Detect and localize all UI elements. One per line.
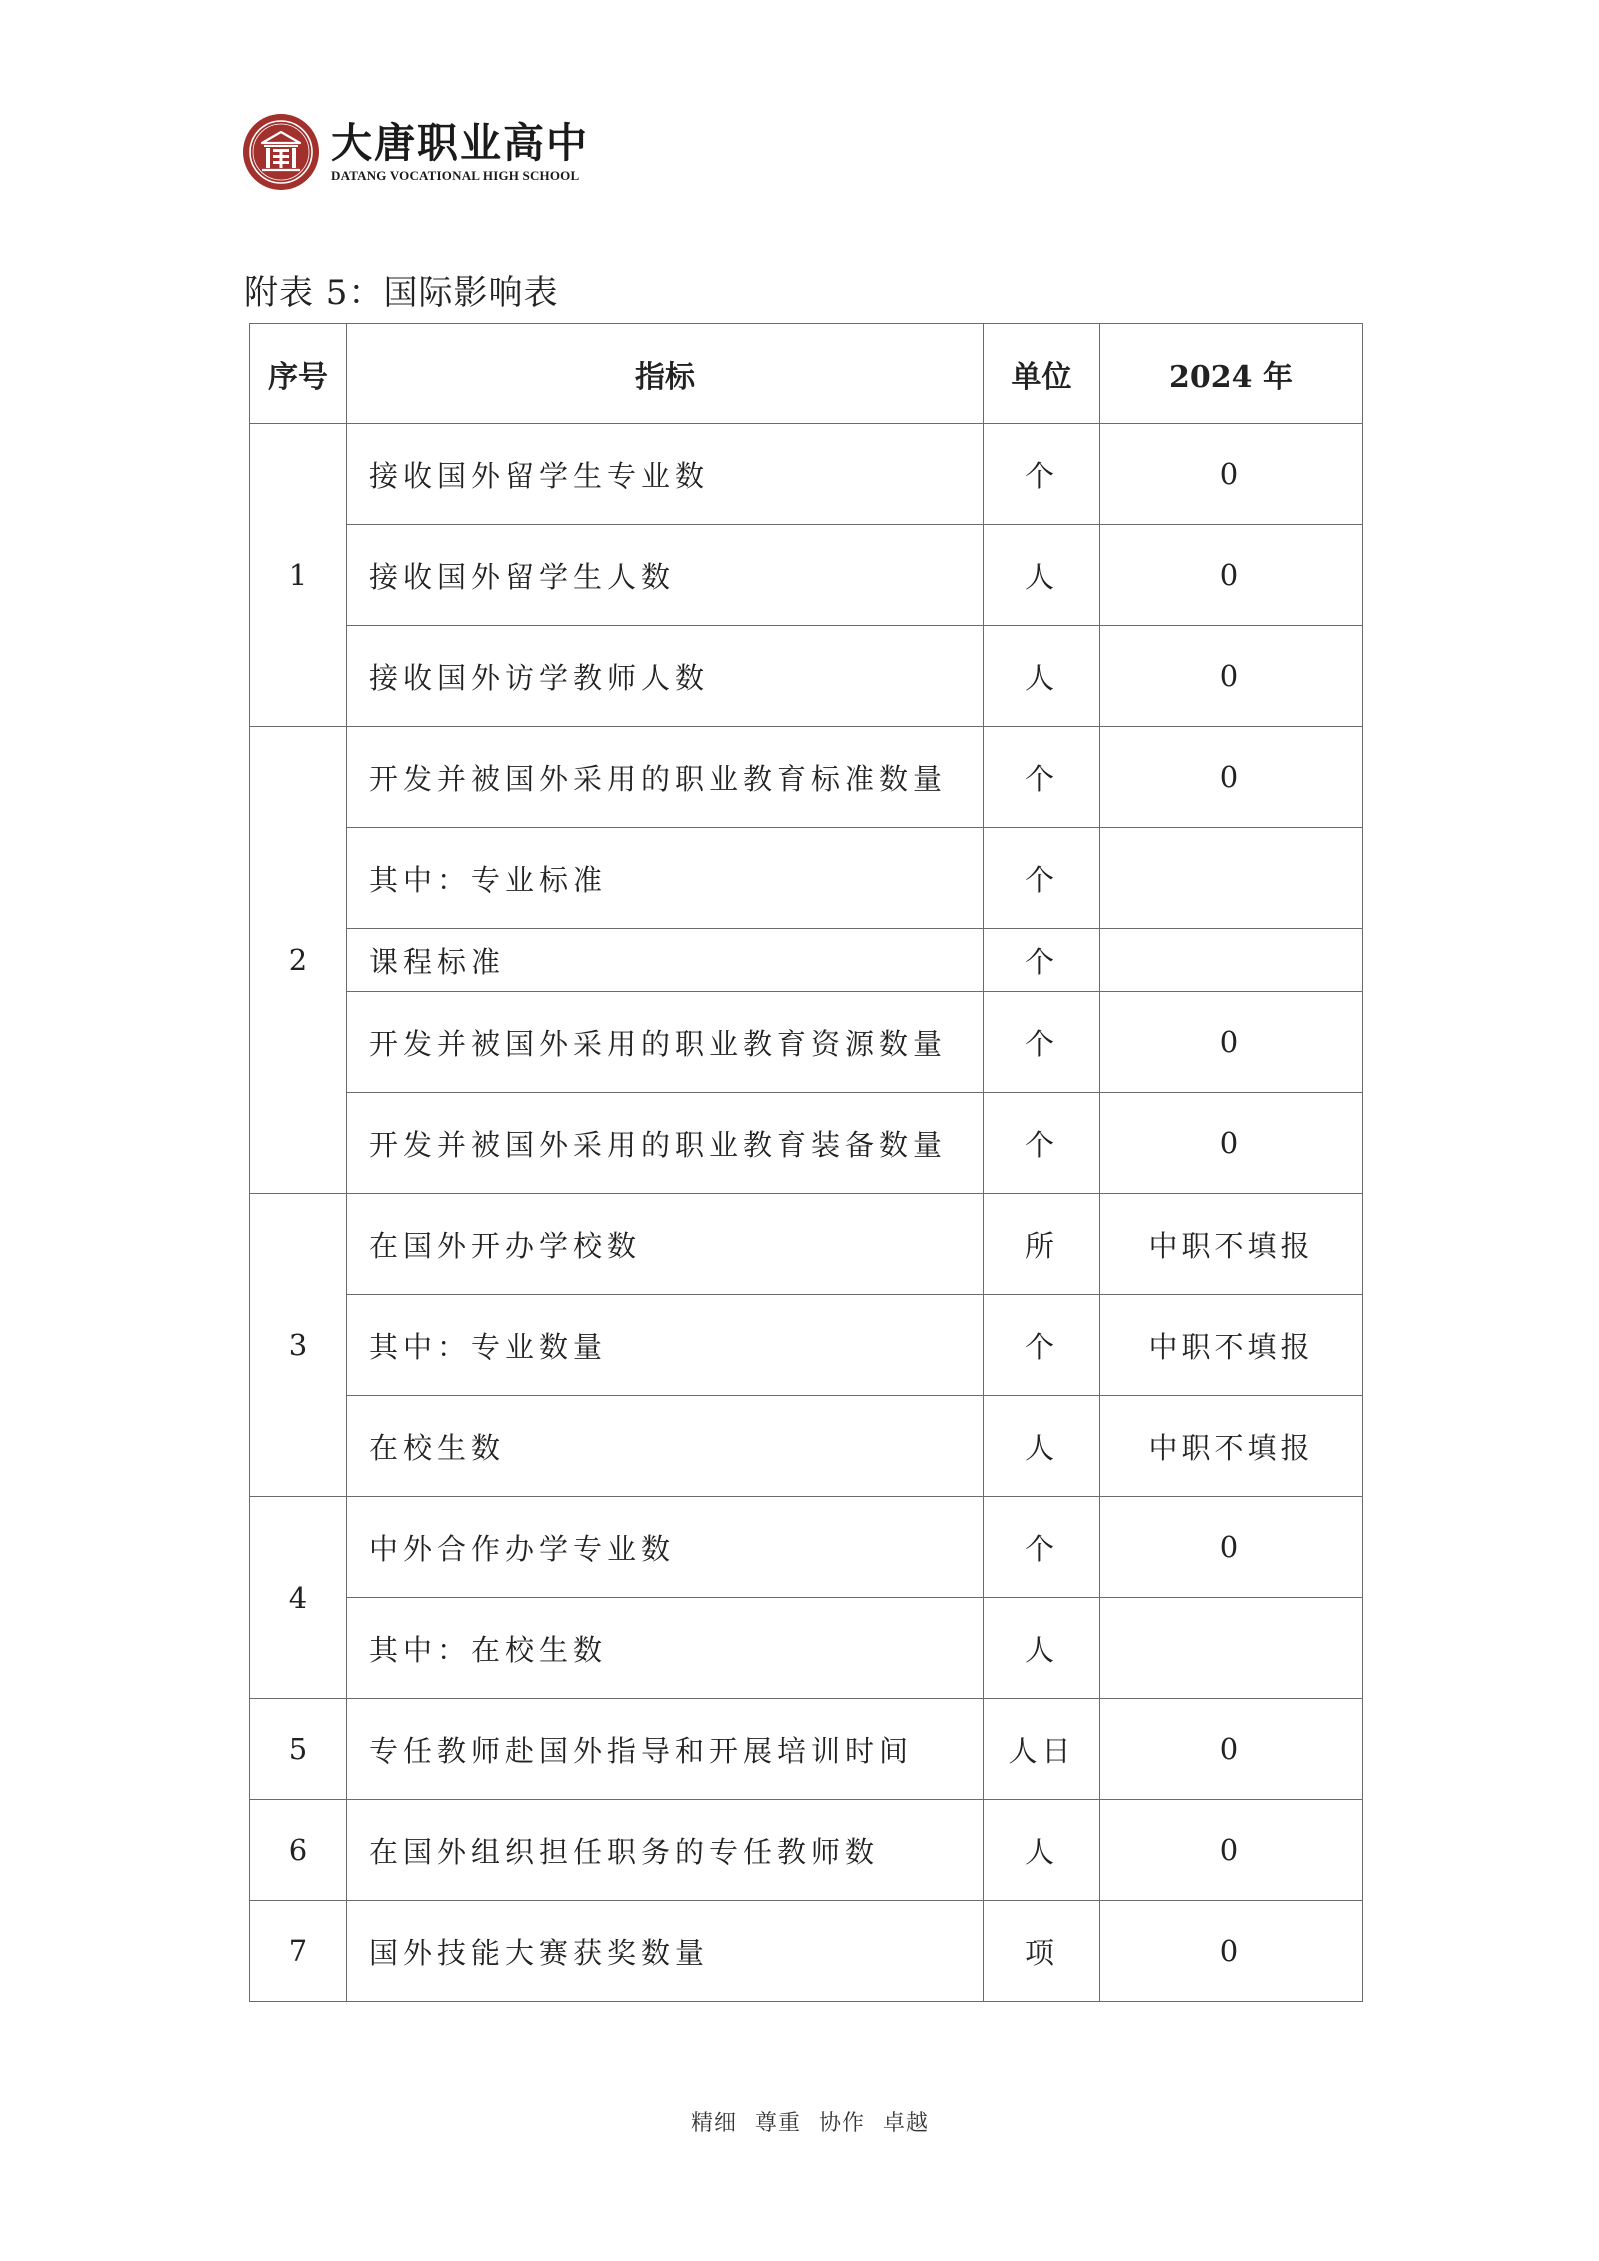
table-row — [250, 1295, 1363, 1396]
value-cell: 0 — [1100, 1093, 1363, 1194]
table-row — [250, 1194, 1363, 1295]
table-row — [250, 626, 1363, 727]
table-row — [250, 1598, 1363, 1699]
table-title: 附表 5：国际影响表 — [244, 273, 559, 313]
unit-cell: 个 — [984, 929, 1100, 992]
international-influence-table — [249, 323, 1363, 2002]
table-row — [250, 1093, 1363, 1194]
school-name-cn: 大唐职业高中 — [331, 119, 589, 167]
indicator-cell: 接收国外留学生人数 — [347, 525, 984, 626]
table-row — [250, 727, 1363, 828]
indicator-cell: 在校生数 — [347, 1396, 984, 1497]
value-cell-empty — [1100, 1598, 1363, 1699]
table-row — [250, 1396, 1363, 1497]
value-cell: 0 — [1100, 525, 1363, 626]
indicator-cell: 其中：专业标准 — [347, 828, 984, 929]
value-cell: 中职不填报 — [1100, 1194, 1363, 1295]
header-indicator: 指标 — [347, 324, 984, 424]
table-row — [250, 828, 1363, 929]
indicator-cell: 其中：专业数量 — [347, 1295, 984, 1396]
footer-motto: 精细 尊重 协作 卓越 — [691, 2111, 929, 2136]
value-cell: 中职不填报 — [1100, 1295, 1363, 1396]
indicator-cell: 开发并被国外采用的职业教育资源数量 — [347, 992, 984, 1093]
group-number: 2 — [250, 727, 347, 1194]
indicator-cell: 在国外开办学校数 — [347, 1194, 984, 1295]
unit-cell: 人 — [984, 1598, 1100, 1699]
table-row — [250, 992, 1363, 1093]
value-cell: 0 — [1100, 992, 1363, 1093]
table-row — [250, 1901, 1363, 2002]
unit-cell: 项 — [984, 1901, 1100, 2002]
unit-cell: 人 — [984, 626, 1100, 727]
indicator-cell: 接收国外留学生专业数 — [347, 424, 984, 525]
table-header-row — [250, 324, 1363, 424]
unit-cell: 人 — [984, 525, 1100, 626]
indicator-cell: 接收国外访学教师人数 — [347, 626, 984, 727]
unit-cell: 个 — [984, 1497, 1100, 1598]
header-unit: 单位 — [984, 324, 1100, 424]
unit-cell: 人日 — [984, 1699, 1100, 1800]
unit-cell: 所 — [984, 1194, 1100, 1295]
unit-cell: 个 — [984, 828, 1100, 929]
unit-cell: 个 — [984, 992, 1100, 1093]
unit-cell: 人 — [984, 1800, 1100, 1901]
indicator-cell: 开发并被国外采用的职业教育装备数量 — [347, 1093, 984, 1194]
school-logo-text — [331, 118, 601, 184]
value-cell: 0 — [1100, 626, 1363, 727]
unit-cell: 个 — [984, 424, 1100, 525]
value-cell-empty — [1100, 929, 1363, 992]
indicator-cell: 专任教师赴国外指导和开展培训时间 — [347, 1699, 984, 1800]
value-cell: 0 — [1100, 1901, 1363, 2002]
table-row — [250, 1800, 1363, 1901]
group-number: 1 — [250, 424, 347, 727]
indicator-cell: 在国外组织担任职务的专任教师数 — [347, 1800, 984, 1901]
value-cell-empty — [1100, 828, 1363, 929]
unit-cell: 个 — [984, 727, 1100, 828]
header-no: 序号 — [250, 324, 347, 424]
school-seal-icon — [242, 113, 320, 191]
school-name-en: DATANG VOCATIONAL HIGH SCHOOL — [331, 168, 580, 183]
group-number: 6 — [250, 1800, 347, 1901]
table-row — [250, 929, 1363, 992]
value-cell: 中职不填报 — [1100, 1396, 1363, 1497]
table-row — [250, 525, 1363, 626]
table-row — [250, 1699, 1363, 1800]
table-row — [250, 1497, 1363, 1598]
unit-cell: 人 — [984, 1396, 1100, 1497]
header-year: 2024 年 — [1100, 324, 1363, 424]
group-number: 4 — [250, 1497, 347, 1699]
indicator-cell: 中外合作办学专业数 — [347, 1497, 984, 1598]
value-cell: 0 — [1100, 727, 1363, 828]
value-cell: 0 — [1100, 1699, 1363, 1800]
indicator-cell: 课程标准 — [347, 929, 984, 992]
value-cell: 0 — [1100, 1800, 1363, 1901]
indicator-cell: 开发并被国外采用的职业教育标准数量 — [347, 727, 984, 828]
value-cell: 0 — [1100, 424, 1363, 525]
group-number: 5 — [250, 1699, 347, 1800]
group-number: 3 — [250, 1194, 347, 1497]
unit-cell: 个 — [984, 1093, 1100, 1194]
indicator-cell: 其中：在校生数 — [347, 1598, 984, 1699]
table-row — [250, 424, 1363, 525]
indicator-cell: 国外技能大赛获奖数量 — [347, 1901, 984, 2002]
value-cell: 0 — [1100, 1497, 1363, 1598]
group-number: 7 — [250, 1901, 347, 2002]
unit-cell: 个 — [984, 1295, 1100, 1396]
